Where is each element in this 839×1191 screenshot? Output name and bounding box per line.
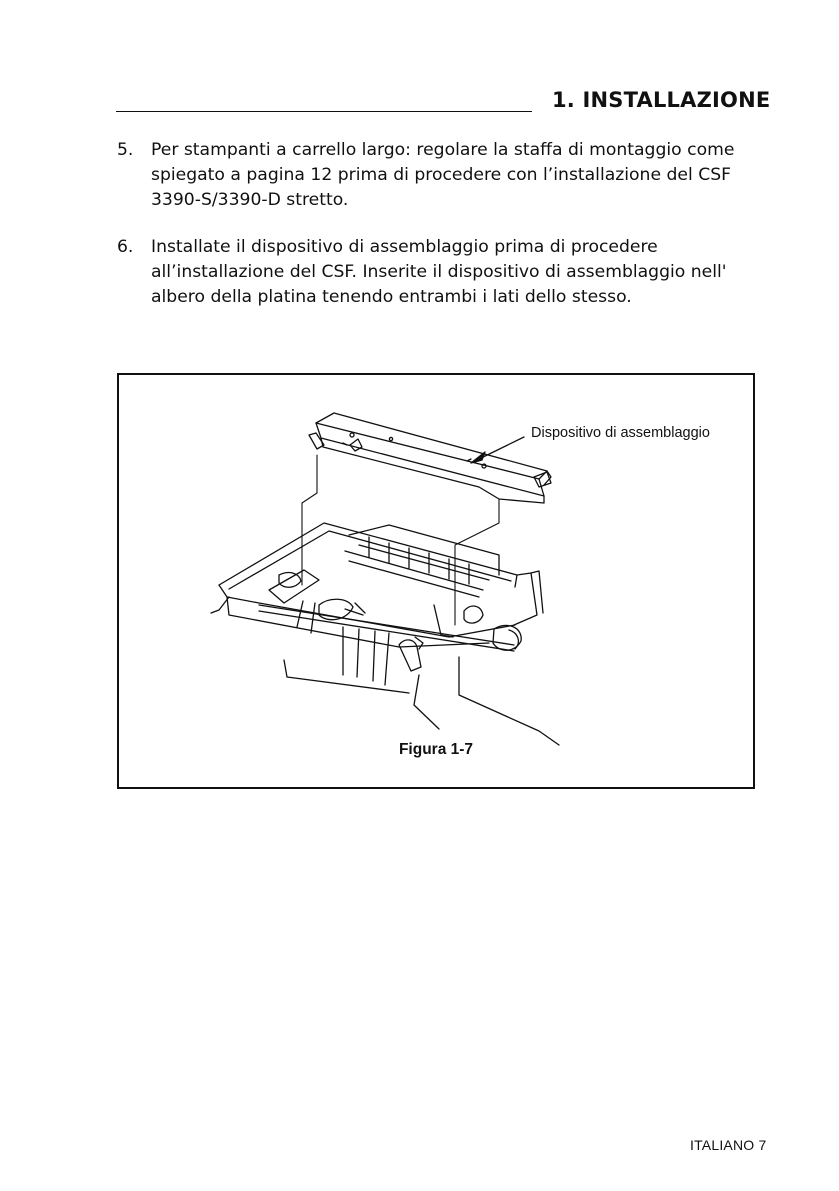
step-number: 5. — [117, 140, 134, 160]
step-line: spiegato a pagina 12 prima di procedere con l’installazione del CSF — [151, 165, 732, 185]
figure-caption: Figura 1-7 — [398, 741, 474, 758]
header-rule — [116, 111, 532, 112]
step-line: Per stampanti a carrello largo: regolare la staffa di montaggio come — [151, 140, 735, 160]
printer-body — [211, 523, 559, 745]
step-line: 3390-S/3390-D stretto. — [151, 190, 349, 210]
step-number: 6. — [117, 237, 134, 257]
callout-arrow — [471, 437, 524, 463]
step-6 — [117, 235, 777, 310]
step-text — [151, 235, 777, 310]
step-text — [151, 138, 777, 213]
assembly-device — [309, 413, 551, 503]
step-line: albero della platina tenendo entrambi i lati dello stesso. — [151, 287, 632, 307]
instruction-steps — [117, 138, 777, 332]
callout-label: Dispositivo di assemblaggio — [531, 425, 710, 441]
page-footer: ITALIANO 7 — [690, 1137, 767, 1153]
step-line: Installate il dispositivo di assemblaggio prima di procedere — [151, 237, 658, 257]
figure-frame — [117, 373, 755, 789]
step-line: all’installazione del CSF. Inserite il dispositivo di assemblaggio nell' — [151, 262, 727, 282]
step-5 — [117, 138, 777, 213]
section-title: 1. INSTALLAZIONE — [552, 88, 771, 112]
